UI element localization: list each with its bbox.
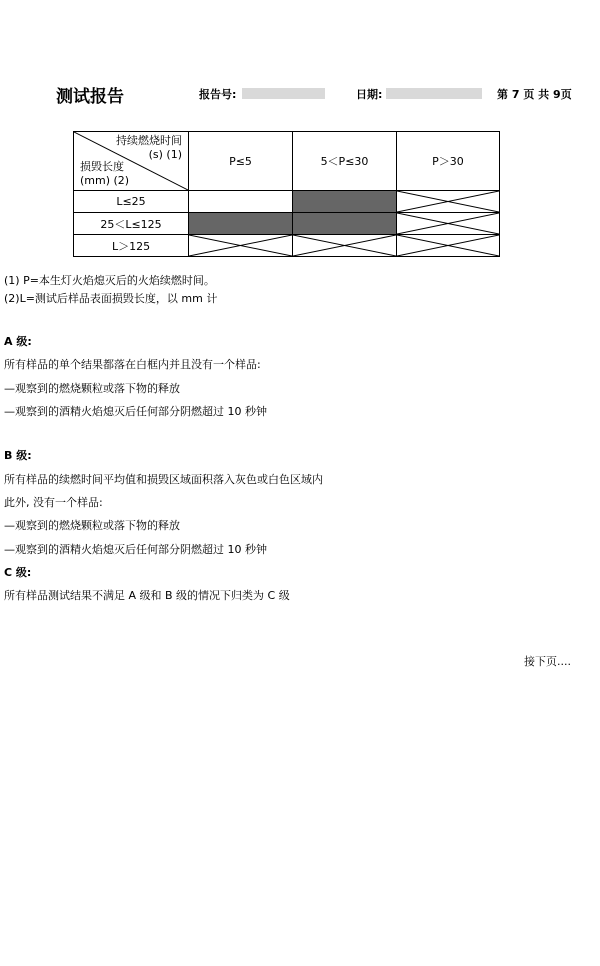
table-corner-cell xyxy=(74,132,189,191)
table-header-row xyxy=(74,132,500,191)
continued-label: 接下页.... xyxy=(524,655,571,668)
corner-top-label xyxy=(116,134,182,162)
gray-cell xyxy=(293,191,397,213)
grade-a-line: 所有样品的单个结果都落在白框内并且没有一个样品: xyxy=(4,358,261,371)
cross-mark-icon xyxy=(397,191,499,212)
page-prefix: 第 xyxy=(497,88,508,101)
grade-c-line: 所有样品测试结果不满足 A 级和 B 级的情况下归类为 C 级 xyxy=(4,589,290,602)
date-label: 日期: xyxy=(356,88,383,101)
note-2: (2)L=测试后样品表面损毁长度，以 mm 计 xyxy=(4,292,218,305)
grade-b-line: —观察到的酒精火焰熄灭后任何部分阴燃超过 10 秒钟 xyxy=(4,543,267,556)
classification-table xyxy=(73,131,500,257)
cross-mark-icon xyxy=(397,213,499,234)
table-row xyxy=(74,235,500,257)
table-row xyxy=(74,213,500,235)
crossed-cell xyxy=(397,235,500,257)
crossed-cell xyxy=(189,235,293,257)
gray-cell xyxy=(189,213,293,235)
row-header: L≤25 xyxy=(74,191,189,213)
cross-mark-icon xyxy=(189,235,292,256)
page-number xyxy=(497,86,572,102)
row-header: L＞125 xyxy=(74,235,189,257)
crossed-cell xyxy=(397,213,500,235)
crossed-cell xyxy=(293,235,397,257)
column-header: P＞30 xyxy=(397,132,500,191)
report-number-redacted xyxy=(242,88,325,99)
corner-top-line2: (s) (1) xyxy=(148,148,182,161)
grade-b-line: 此外, 没有一个样品: xyxy=(4,496,103,509)
table-row xyxy=(74,191,500,213)
corner-bottom-label xyxy=(80,160,129,188)
cross-mark-icon xyxy=(397,235,499,256)
grade-b-line: 所有样品的续燃时间平均值和损毁区域面积落入灰色或白色区域内 xyxy=(4,473,323,486)
gray-cell xyxy=(293,213,397,235)
grade-c-heading: C 级: xyxy=(4,566,32,579)
page-current: 7 xyxy=(511,88,520,101)
grade-a-line: —观察到的酒精火焰熄灭后任何部分阴燃超过 10 秒钟 xyxy=(4,405,267,418)
page-mid: 页 共 xyxy=(523,88,550,101)
crossed-cell xyxy=(397,191,500,213)
document-title: 测试报告 xyxy=(56,87,124,107)
white-cell xyxy=(189,191,293,213)
grade-b-line: —观察到的燃烧颗粒或落下物的释放 xyxy=(4,519,180,532)
note-1: (1) P=本生灯火焰熄灭后的火焰续燃时间。 xyxy=(4,274,215,287)
corner-top-line1: 持续燃烧时间 xyxy=(116,134,182,147)
grade-a-heading: A 级: xyxy=(4,335,32,348)
row-header: 25＜L≤125 xyxy=(74,213,189,235)
column-header: P≤5 xyxy=(189,132,293,191)
cross-mark-icon xyxy=(293,235,396,256)
corner-bottom-line2: (mm) (2) xyxy=(80,174,130,187)
grade-b-heading: B 级: xyxy=(4,449,32,462)
corner-bottom-line1: 损毁长度 xyxy=(80,160,124,173)
grade-a-line: —观察到的燃烧颗粒或落下物的释放 xyxy=(4,382,180,395)
page-total: 9 xyxy=(553,88,561,101)
column-header: 5＜P≤30 xyxy=(293,132,397,191)
date-redacted xyxy=(386,88,482,99)
page-suffix: 页 xyxy=(560,88,572,101)
report-number-label: 报告号: xyxy=(199,88,237,101)
